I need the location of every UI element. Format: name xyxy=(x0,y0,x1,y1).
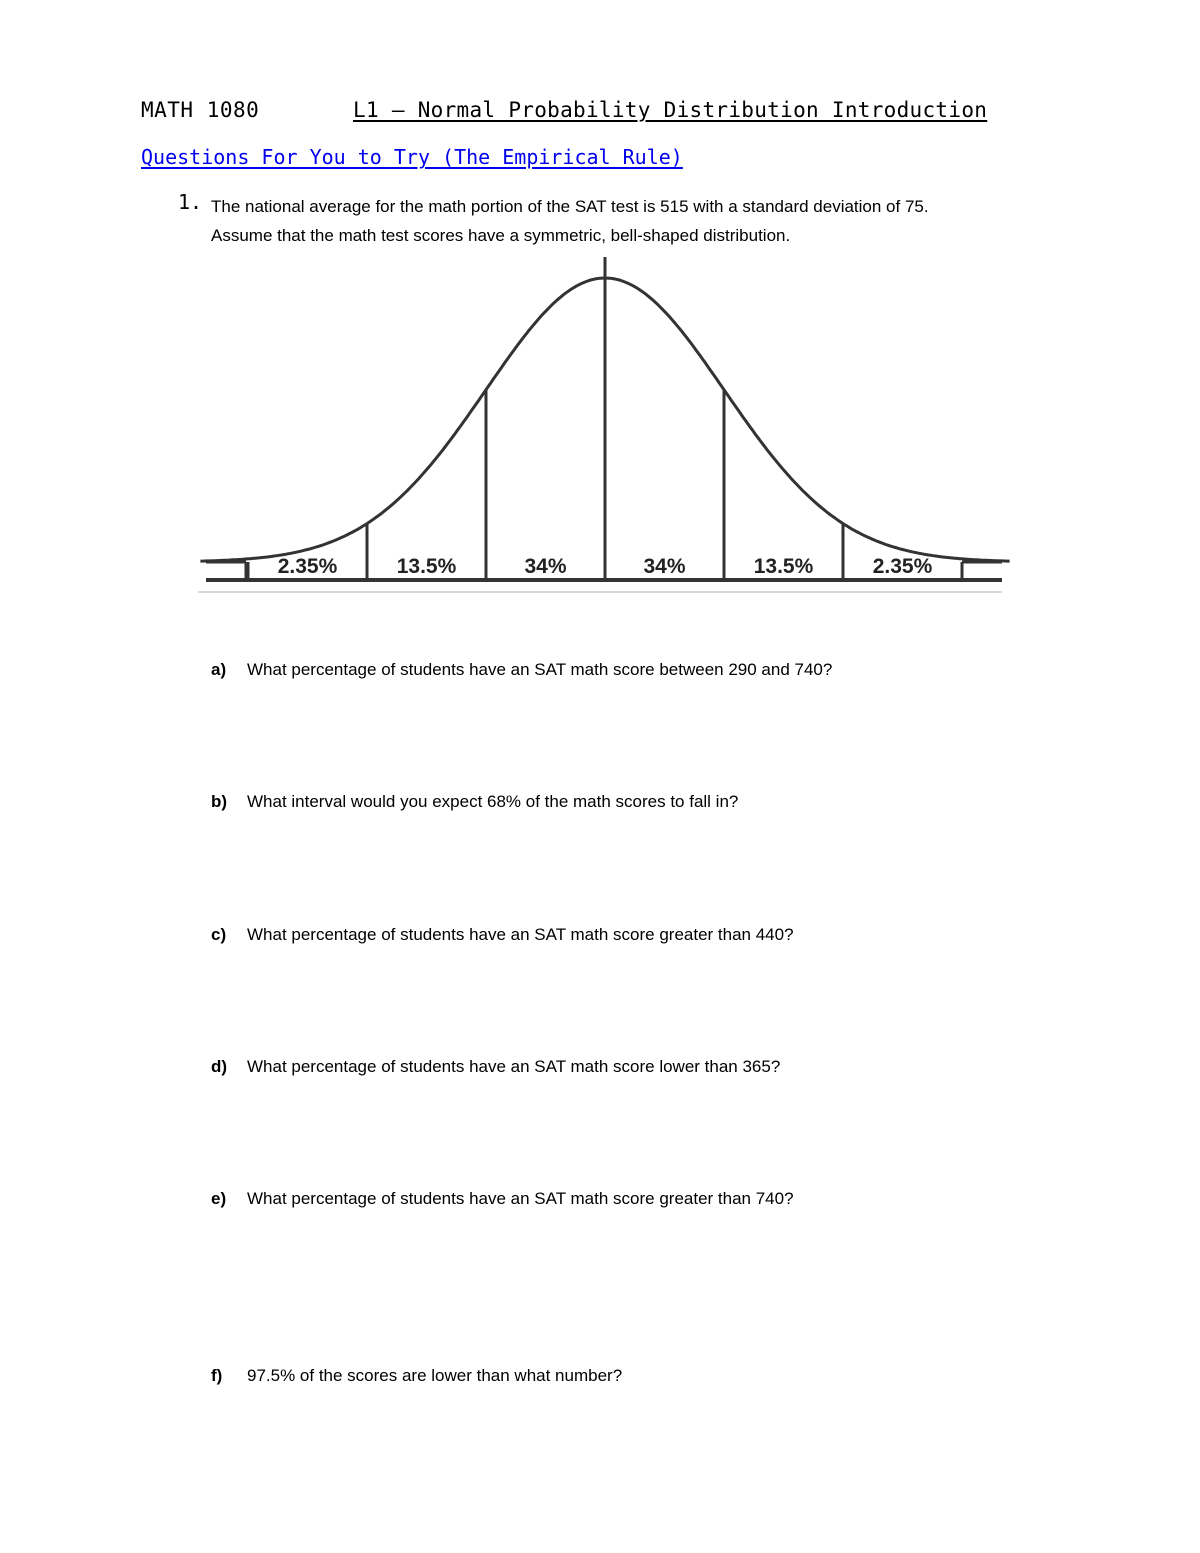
subquestion-letter: d) xyxy=(211,1057,228,1076)
subquestion-letter: a) xyxy=(211,660,227,679)
region-label-1: 2.35% xyxy=(277,555,338,578)
question-line-1: The national average for the math portion of the SAT test is 515 with a standard deviation of 75. xyxy=(211,197,929,216)
subquestion-text: What interval would you expect 68% of the math scores to fall in? xyxy=(247,792,739,811)
page-title: L1 – Normal Probability Distribution Introduction xyxy=(353,98,988,122)
subquestion-text: What percentage of students have an SAT math score between 290 and 740? xyxy=(247,660,833,679)
course-code: MATH 1080 xyxy=(141,98,260,122)
section-heading[interactable]: Questions For You to Try (The Empirical Rule) xyxy=(141,145,683,169)
region-label-2: 13.5% xyxy=(396,555,457,578)
subquestion-text: 97.5% of the scores are lower than what number? xyxy=(247,1366,623,1385)
subquestion-letter: b) xyxy=(211,792,228,811)
subquestion-c xyxy=(211,925,794,945)
subquestion-text: What percentage of students have an SAT math score greater than 440? xyxy=(247,925,794,944)
subquestion-f xyxy=(211,1366,622,1386)
subquestion-e xyxy=(211,1189,794,1209)
subquestion-letter: e) xyxy=(211,1189,227,1208)
question-number: 1. xyxy=(178,190,203,214)
subquestion-letter: f) xyxy=(211,1366,223,1385)
region-label-4: 34% xyxy=(643,555,686,578)
subquestion-d xyxy=(211,1057,780,1077)
subquestion-text: What percentage of students have an SAT math score greater than 740? xyxy=(247,1189,794,1208)
empirical-rule-chart xyxy=(0,0,1200,620)
region-label-6: 2.35% xyxy=(872,555,933,578)
subquestion-a xyxy=(211,660,832,680)
subquestion-b xyxy=(211,792,738,812)
subquestion-text: What percentage of students have an SAT math score lower than 365? xyxy=(247,1057,781,1076)
subquestion-letter: c) xyxy=(211,925,227,944)
region-label-5: 13.5% xyxy=(753,555,814,578)
question-line-2: Assume that the math test scores have a symmetric, bell-shaped distribution. xyxy=(211,226,791,245)
region-label-3: 34% xyxy=(524,555,567,578)
